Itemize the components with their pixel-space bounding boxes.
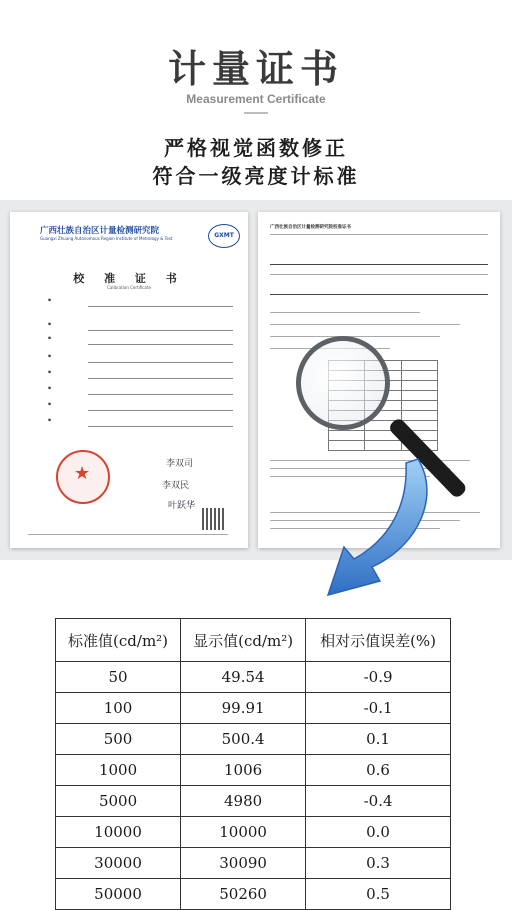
institute-name: 广西壮族自治区计量检测研究院 <box>40 226 160 236</box>
cell-displayed: 50260 <box>181 879 306 910</box>
cell-standard: 10000 <box>56 817 181 848</box>
header-displayed-value: 显示值(cd/m²) <box>181 619 306 662</box>
header-relative-error: 相对示值误差(%) <box>306 619 451 662</box>
cell-displayed: 10000 <box>181 817 306 848</box>
table-row <box>56 724 451 755</box>
header-standard-value: 标准值(cd/m²) <box>56 619 181 662</box>
cell-displayed: 49.54 <box>181 662 306 693</box>
cell-standard: 5000 <box>56 786 181 817</box>
table-row <box>56 817 451 848</box>
table-row <box>56 693 451 724</box>
cell-error: -0.1 <box>306 693 451 724</box>
field-row: ▪ <box>48 354 238 366</box>
calibration-certificate-cover <box>10 212 248 548</box>
magnifier-icon <box>296 336 390 430</box>
cell-displayed: 99.91 <box>181 693 306 724</box>
table-row <box>56 879 451 910</box>
slogan-line-1: 严格视觉函数修正 <box>164 136 348 160</box>
signature-calibrator: 叶跃华 <box>168 501 196 511</box>
cell-error: 0.3 <box>306 848 451 879</box>
cell-error: -0.9 <box>306 662 451 693</box>
footer-divider <box>28 534 228 535</box>
cell-standard: 30000 <box>56 848 181 879</box>
cell-error: -0.4 <box>306 786 451 817</box>
slogan-line-2: 符合一级亮度计标准 <box>152 164 360 188</box>
cell-error: 0.6 <box>306 755 451 786</box>
cell-displayed: 4980 <box>181 786 306 817</box>
cell-error: 0.5 <box>306 879 451 910</box>
certificate-title: 校 准 证 书 <box>73 272 185 285</box>
gxmt-logo-icon: GXMT <box>208 224 240 248</box>
cell-error: 0.1 <box>306 724 451 755</box>
page-subtitle: Measurement Certificate <box>186 92 326 106</box>
cell-standard: 50 <box>56 662 181 693</box>
title-divider <box>244 112 268 114</box>
page-title: 计量证书 <box>167 47 344 91</box>
cell-displayed: 30090 <box>181 848 306 879</box>
table-row <box>56 786 451 817</box>
cell-standard: 500 <box>56 724 181 755</box>
cell-standard: 100 <box>56 693 181 724</box>
cell-standard: 1000 <box>56 755 181 786</box>
results-page-header: 广西壮族自治区计量检测研究院校准证书 <box>270 225 351 230</box>
signature-approver: 李双司 <box>166 459 194 469</box>
field-row: ▪ <box>48 336 238 348</box>
cell-error: 0.0 <box>306 817 451 848</box>
signature-checker: 李双民 <box>162 481 190 491</box>
field-row: ▪ <box>48 418 238 430</box>
cell-standard: 50000 <box>56 879 181 910</box>
table-row <box>56 848 451 879</box>
field-row: ▪ <box>48 370 238 382</box>
certificate-title-en: Calibration Certificate <box>107 285 151 290</box>
institute-name-en: Guangxi Zhuang Autonomous Region Institute of Metrology & Test <box>40 236 173 241</box>
field-row: ▪ <box>48 322 238 334</box>
down-arrow-icon <box>300 455 450 625</box>
calibration-results-table <box>55 618 451 910</box>
table-row <box>56 662 451 693</box>
table-row <box>56 755 451 786</box>
cell-displayed: 1006 <box>181 755 306 786</box>
official-seal-icon <box>56 450 110 504</box>
field-row: ▪ <box>48 402 238 414</box>
field-row: ▪ <box>48 298 238 310</box>
cell-displayed: 500.4 <box>181 724 306 755</box>
qr-code-icon <box>202 508 224 530</box>
field-row: ▪ <box>48 386 238 398</box>
